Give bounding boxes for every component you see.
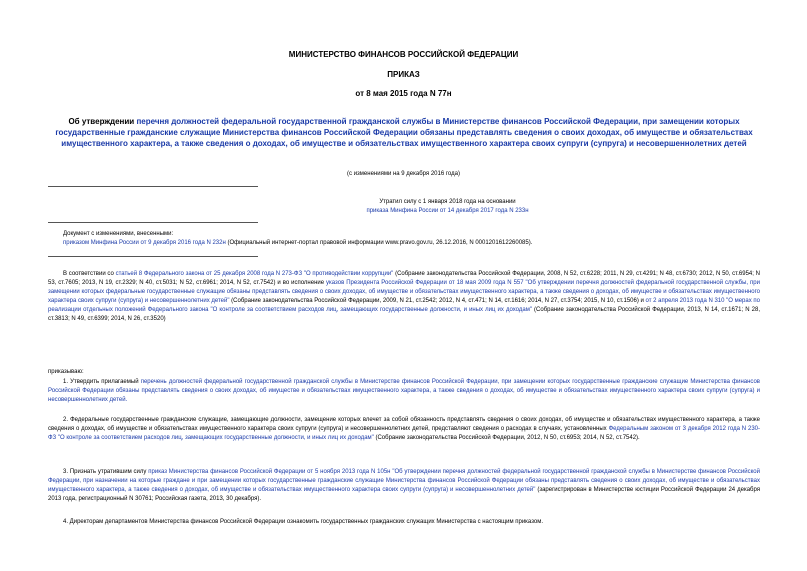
preamble-link-1[interactable]: статьей 8 Федерального закона от 25 декабря 2008 года N 273-ФЗ "О противодействии коррупции": [115, 271, 394, 277]
lost-force-link[interactable]: приказа Минфина России от 14 декабря 2017 года N 233н: [366, 208, 529, 214]
preamble-text-1: В соответствии со: [63, 271, 116, 277]
clause-2-text-1: 2. Федеральные государственные гражданские служащие, замещающие должности, замещение которых влечет за собой обязанность представлять сведения о своих доходах, об имуществе и обязательствах имущественного характера, а также сведения о доходах, об имуществе и обязательствах имущественного характера своих супруги (супруга) и несовершеннолетних детей, представляют сведения о расходах в случаях, установленных: [48, 417, 760, 432]
clause-3-link[interactable]: приказ Министерства финансов Российской Федерации от 5 ноября 2013 года N 105н "Об утверждении перечня должностей федеральной государственной гражданской службы в Министерстве финансов Российской Федерации, при назначении на которые граждане и при замещении которых государственные гражданские служащие Министерства финансов Российской Федерации обязаны представлять сведения о своих доходах, об имуществе и обязательствах имущественного характера, а также сведения о доходах, об имуществе и обязательствах имущественного характера своих супруги (супруга) и несовершеннолетних детей": [48, 469, 760, 493]
preamble-link-3[interactable]: от 2 апреля 2013 года N 310 "О мерах по реализации отдельных положений Федерального закона "О контроле за соответствием расходов лиц, замещающих государственные должности, и иных лиц их доходам": [48, 298, 760, 313]
clause-3-text-1: 3. Признать утратившим силу: [63, 469, 149, 475]
clause-1: [48, 378, 760, 405]
order-date-number: от 8 мая 2015 года N 77н: [355, 89, 452, 98]
lost-force-text: Утратил силу с 1 января 2018 года на основании: [379, 199, 516, 205]
separator-line: [48, 256, 258, 257]
preamble-text-2: (Собрание законодательства Российской Федерации, 2008, N 52, ст.6228; 2011, N 29, ст.4291; N 48, ст.6730; 2012, N 50, ст.6954; N 53, ст.7605; 2013, N 19, ст.2329; N 40, ст.5031; N 52, ст.6961; 2014, N 52, ст.7542) и во исполнение: [48, 271, 761, 286]
clause-1-text: 1. Утвердить прилагаемый: [63, 379, 141, 385]
order-keyword: приказываю:: [48, 369, 84, 375]
clause-1-link[interactable]: перечень должностей федеральной государственной гражданской службы в Министерстве финансов Российской Федерации, при замещении которых государственные гражданские служащие Министерства финансов Российской Федерации обязаны представлять сведения о своих доходах, об имуществе и обязательствах имущественного характера, а также сведения о доходах, об имуществе и обязательствах имущественного характера своих супруги (супруга) и несовершеннолетних детей.: [48, 379, 760, 403]
order-heading: ПРИКАЗ: [387, 70, 420, 79]
document-title: [48, 116, 760, 149]
title-prefix: Об утверждении: [68, 117, 137, 126]
preamble-paragraph: [48, 270, 760, 324]
preamble-text-3: (Собрание законодательства Российской Федерации, 2009, N 21, ст.2542; 2012, N 4, ст.471; N 14, ст.1616; 2014, N 27, ст.3754; 2015, N 10, ст.1506) и: [229, 298, 646, 304]
changes-link[interactable]: приказом Минфина России от 9 декабря 2016 года N 232н: [63, 240, 226, 246]
ministry-heading: МИНИСТЕРСТВО ФИНАНСОВ РОССИЙСКОЙ ФЕДЕРАЦИИ: [288, 50, 519, 59]
amendments-note: (с изменениями на 9 декабря 2016 года): [347, 171, 460, 177]
clause-3: [48, 468, 760, 504]
clause-4: 4. Директорам департаментов Министерства финансов Российской Федерации ознакомить государственных гражданских служащих Министерства с настоящим приказом.: [63, 519, 544, 525]
clause-3-text-2: (зарегистрирован в Министерстве юстиции Российской Федерации 24 декабря 2013 года, регистрационный N 30761; Российская газета, 2013, 30 декабря).: [48, 487, 760, 502]
preamble-link-2[interactable]: указов Президента Российской Федерации от 18 мая 2009 года N 557 "Об утверждении перечня должностей федеральной государственной службы, при замещении которых федеральные государственные служащие обязаны представлять сведения о своих доходах, об имуществе и обязательствах имущественного характера, а также сведения о доходах, об имуществе и обязательствах имущественного характера своих супруги (супруга) и несовершеннолетних детей": [48, 280, 760, 304]
preamble-text-4: (Собрание законодательства Российской Федерации, 2013, N 14, ст.1671; N 28, ст.3813; N 49, ст.6399; 2014, N 26, ст.3520): [48, 307, 760, 322]
changes-source: (Официальный интернет-портал правовой информации www.pravo.gov.ru, 26.12.2016, N 0001201612260085).: [225, 240, 533, 246]
changes-notice: [63, 230, 753, 248]
changes-line: [63, 239, 753, 248]
changes-label: Документ с изменениями, внесенными:: [63, 231, 174, 237]
lost-force-notice: [250, 198, 645, 216]
separator-line: [48, 186, 258, 187]
clause-2-link[interactable]: Федеральным законом от 3 декабря 2012 года N 230-ФЗ "О контроле за соответствием расходов лиц, замещающих государственные должности, и иных лиц их доходам": [48, 426, 761, 441]
title-link[interactable]: перечня должностей федеральной государственной гражданской службы в Министерстве финансов Российской Федерации, при замещении которых государственные гражданские служащие Министерства финансов Российской Федерации обязаны представлять сведения о своих доходах, об имуществе и обязательствах имущественного характера, а также сведения о доходах, об имуществе и обязательствах имущественного характера своих супруги (супруга) и несовершеннолетних детей: [55, 117, 753, 148]
clause-2-text-2: (Собрание законодательства Российской Федерации, 2012, N 50, ст.6953; 2014, N 52, ст.7542).: [373, 435, 640, 441]
clause-2: [48, 416, 760, 443]
separator-line: [48, 222, 258, 223]
